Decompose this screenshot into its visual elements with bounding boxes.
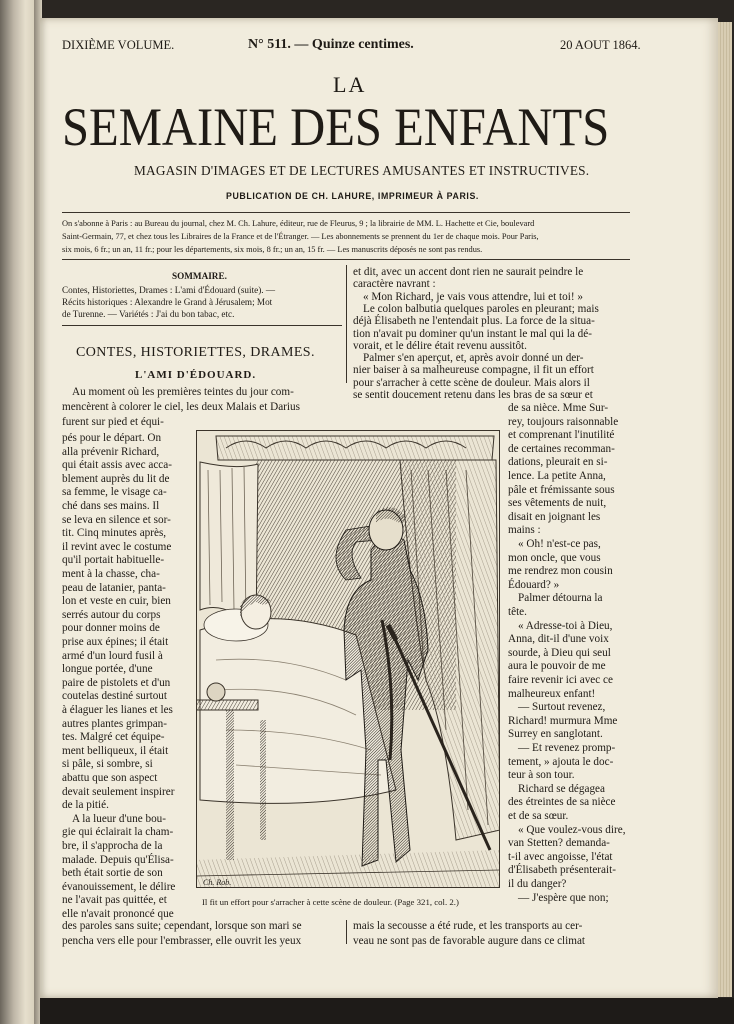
col2-narrow-line: tement, » ajouta le doc- — [508, 755, 614, 768]
col2-narrow-line: « Que voulez-vous dire, — [518, 823, 626, 836]
col2-narrow-line: — Et revenez promp- — [518, 742, 616, 754]
col1-narrow-line: abattu que son aspect — [62, 772, 158, 784]
publisher-line: PUBLICATION DE CH. LAHURE, IMPRIMEUR À PARIS. — [226, 191, 479, 201]
col2-bottom-line: veau ne sont pas de favorable augure dans ce climat — [353, 935, 586, 948]
col2-narrow-line: pâle et frémissante sous — [508, 483, 615, 496]
col1-narrow-line: A la lueur d'une bou- — [72, 812, 166, 825]
col2-narrow-line: faire revenir ici avec ce — [508, 674, 613, 686]
col1-narrow-line: pour donner moins de — [62, 622, 160, 635]
col2-narrow-line: me rendrez mon cousin — [508, 565, 613, 578]
col2-narrow-line: rey, toujours raisonnable — [508, 415, 619, 428]
column-1-intro — [62, 385, 342, 435]
col1-narrow-line: tit. Cinq minutes après, — [62, 527, 167, 540]
col1-narrow-line: peau de latanier, panta- — [62, 581, 166, 594]
col1-narrow-line: bre, il s'approcha de la — [62, 840, 163, 852]
col2-narrow-line: « Adresse-toi à Dieu, — [518, 619, 613, 632]
volume-label: DIXIÈME VOLUME. — [62, 38, 175, 52]
col1-full-line: furent sur pied et équi- — [62, 416, 164, 429]
story-title: L'AMI D'ÉDOUARD. — [135, 369, 257, 381]
col1-narrow-line: se leva en silence et sor- — [62, 513, 171, 526]
col2-narrow-line: de sa nièce. Mme Sur- — [508, 402, 609, 414]
col2-narrow-line: Surrey en sanglotant. — [508, 728, 603, 741]
col1-narrow-line: serrés autour du corps — [62, 608, 161, 621]
col2-full-line: pour s'arracher à cette scène de douleur. Mais alors il — [353, 376, 590, 389]
col2-narrow-line: lence. La petite Anna, — [508, 470, 606, 482]
col2-narrow-line: sourde, à Dieu qui seul — [508, 646, 611, 659]
col2-full-line: se sentit doucement retenu dans les bras de sa sœur et — [353, 389, 593, 401]
col1-narrow-line: longue portée, d'une — [62, 663, 153, 676]
col2-narrow-line: t-il avec angoisse, l'état — [508, 850, 613, 863]
header-rule-top — [62, 212, 630, 213]
book-spine — [0, 0, 34, 1024]
subscription-line-1: On s'abonne à Paris : au Bureau du journal, chez M. Ch. Lahure, éditeur, rue de Fleurus, 9 ; la librairie de MM. L. Hachette et Cie, boulevard — [62, 219, 535, 228]
col2-narrow-line: Palmer détourna la — [518, 592, 603, 605]
column-1-text — [62, 431, 190, 921]
col1-narrow-line: devait seulement inspirer — [62, 785, 175, 798]
column-2-text — [508, 401, 636, 921]
issue-number: N° 511. — Quinze centimes. — [248, 37, 414, 52]
col2-narrow-line: de certaines recomman- — [508, 442, 615, 455]
col2-narrow-line: — J'espère que non; — [518, 891, 609, 904]
col2-narrow-line: dations, pleurait en si- — [508, 456, 608, 469]
col1-narrow-line: lon et veste en cuir, bien — [62, 595, 171, 608]
col1-narrow-line: beth était sortie de son — [62, 867, 163, 880]
col1-narrow-line: à élaguer les lianes et les — [62, 704, 173, 716]
engraving-illustration — [196, 430, 500, 888]
col2-narrow-line: disait en joignant les — [508, 510, 601, 523]
col2-bottom-line: mais la secousse a été rude, et les transports au cer- — [353, 920, 583, 932]
col2-narrow-line: des étreintes de sa nièce — [508, 796, 616, 809]
masthead-title: SEMAINE DES ENFANTS — [62, 97, 610, 157]
col2-full-line: déjà Élisabeth ne l'entendait plus. La force de la situa- — [353, 315, 595, 328]
col1-full-line: mencèrent à colorer le ciel, les deux Malais et Darius — [62, 401, 300, 414]
col1-narrow-line: paire de pistolets et d'un — [62, 676, 171, 689]
col2-narrow-line: Anna, dit-il d'une voix — [508, 633, 609, 646]
column-1-footer — [62, 919, 346, 951]
masthead-article: LA — [333, 72, 367, 97]
issue-date: 20 AOUT 1864. — [560, 38, 641, 52]
col2-full-line: tion n'avait pu dominer qu'un instant le mal qui la dé- — [353, 327, 592, 340]
col1-narrow-line: blement auprès du lit de — [62, 472, 170, 485]
column-divider-top — [346, 265, 347, 383]
header-rule-bottom — [62, 259, 630, 260]
col2-narrow-line: il du danger? — [508, 878, 567, 890]
col1-narrow-line: qui était assis avec acca- — [62, 459, 172, 472]
col2-full-line: Palmer s'en aperçut, et, après avoir donné un der- — [363, 352, 584, 365]
col2-narrow-line: « Oh! n'est-ce pas, — [518, 538, 601, 550]
col2-narrow-line: aura le pouvoir de me — [508, 660, 606, 673]
col1-narrow-line: malade. Depuis qu'Élisa- — [62, 853, 174, 866]
col1-narrow-line: sa femme, le visage ca- — [62, 486, 167, 499]
col1-narrow-line: coutelas destiné surtout — [62, 690, 168, 703]
col2-narrow-line: Richard se dégagea — [518, 782, 605, 795]
col2-full-line: « Mon Richard, je vais vous attendre, lui et toi! » — [363, 290, 583, 303]
col2-full-line: caractère navrant : — [353, 278, 436, 291]
col1-full-line: Au moment où les premières teintes du jour com- — [72, 386, 294, 398]
col2-full-line: Le colon balbutia quelques paroles en pleurant; mais — [363, 302, 599, 315]
engraver-signature: Ch. Rob. — [203, 878, 232, 887]
col1-narrow-line: ment belliqueux, il était — [62, 744, 169, 757]
col2-narrow-line: Richard! murmura Mme — [508, 714, 618, 727]
subscription-line-2: Saint-Germain, 77, et chez tous les Libraires de la France et de l'Étranger. — Les abonnements se prennent du 1er de chaque mois. Pour Paris, — [62, 232, 539, 241]
col1-narrow-line: évanouissement, le délire — [62, 880, 176, 893]
col2-narrow-line: tête. — [508, 606, 527, 618]
col1-narrow-line: gie qui éclairait la cham- — [62, 826, 174, 839]
section-heading: CONTES, HISTORIETTES, DRAMES. — [76, 345, 315, 360]
col1-narrow-line: ment à la chasse, cha- — [62, 568, 160, 580]
col1-narrow-line: si pâle, si sombre, si — [62, 758, 153, 771]
masthead-subtitle: MAGASIN D'IMAGES ET DE LECTURES AMUSANTES ET INSTRUCTIVES. — [134, 163, 590, 178]
col2-narrow-line: mon oncle, que vous — [508, 551, 601, 564]
col2-narrow-line: malheureux enfant! — [508, 687, 596, 700]
col1-narrow-line: pés pour le départ. On — [62, 432, 162, 444]
col2-narrow-line: — Surtout revenez, — [518, 701, 606, 714]
col2-narrow-line: d'Élisabeth présenterait- — [508, 864, 616, 877]
col1-narrow-line: armé d'un lourd fusil à — [62, 649, 163, 662]
sommaire-line-3: de Turenne. — Variétés : J'ai du bon tabac, etc. — [62, 309, 235, 319]
col1-narrow-line: autres plantes grimpan- — [62, 717, 168, 730]
col1-narrow-line: ché dans ses mains. Il — [62, 500, 160, 512]
page-edges — [718, 22, 732, 997]
col2-narrow-line: ses vêtements de nuit, — [508, 497, 607, 510]
col2-full-line: vorait, et le délire était revenu aussitôt. — [353, 339, 527, 352]
subscription-line-3: six mois, 6 fr.; un an, 11 fr.; pour les départements, six mois, 8 fr.; un an, 15 fr. — Les manuscrits déposés ne sont pas rendus. — [62, 245, 483, 254]
sommaire-line-1: Contes, Historiettes, Drames : L'ami d'Édouard (suite). — — [62, 285, 276, 295]
column-2-footer — [353, 919, 637, 951]
column-divider-bottom — [346, 920, 347, 944]
col1-narrow-line: qu'il portait habituelle- — [62, 554, 165, 567]
sommaire-line-2: Récits historiques : Alexandre le Grand à Jérusalem; Mot — [62, 297, 273, 307]
col2-narrow-line: teur à son tour. — [508, 769, 575, 782]
col2-narrow-line: Édouard? » — [508, 578, 560, 591]
col1-narrow-line: de la pitié. — [62, 799, 109, 812]
background-bottom — [40, 998, 734, 1024]
col2-narrow-line: mains : — [508, 524, 541, 537]
sommaire-rule — [62, 325, 342, 326]
col2-narrow-line: et de sa sœur. — [508, 810, 569, 822]
col1-narrow-line: alla prévenir Richard, — [62, 445, 160, 458]
col1-bottom-line: pencha vers elle pour l'embrasser, elle ouvrit les yeux — [62, 935, 302, 948]
illustration-caption: Il fit un effort pour s'arracher à cette scène de douleur. (Page 321, col. 2.) — [202, 897, 459, 907]
col1-narrow-line: ne l'avait pas quittée, et — [62, 894, 167, 907]
col2-full-line: nier baiser à sa malheureuse compagne, il fit un effort — [353, 364, 594, 377]
col1-narrow-line: prise aux épines; il était — [62, 636, 169, 648]
col2-narrow-line: van Stetten? demanda- — [508, 837, 610, 850]
col2-full-line: et dit, avec un accent dont rien ne saurait peindre le — [353, 266, 584, 278]
col2-narrow-line: et comprenant l'inutilité — [508, 429, 615, 442]
sommaire-heading: SOMMAIRE. — [172, 271, 227, 281]
col1-narrow-line: il revint avec le costume — [62, 540, 172, 553]
col1-bottom-line: des paroles sans suite; cependant, lorsque son mari se — [62, 920, 302, 932]
col1-narrow-line: tes. Malgré cet équipe- — [62, 731, 165, 744]
col1-narrow-line: elle n'avait prononcé que — [62, 908, 174, 920]
